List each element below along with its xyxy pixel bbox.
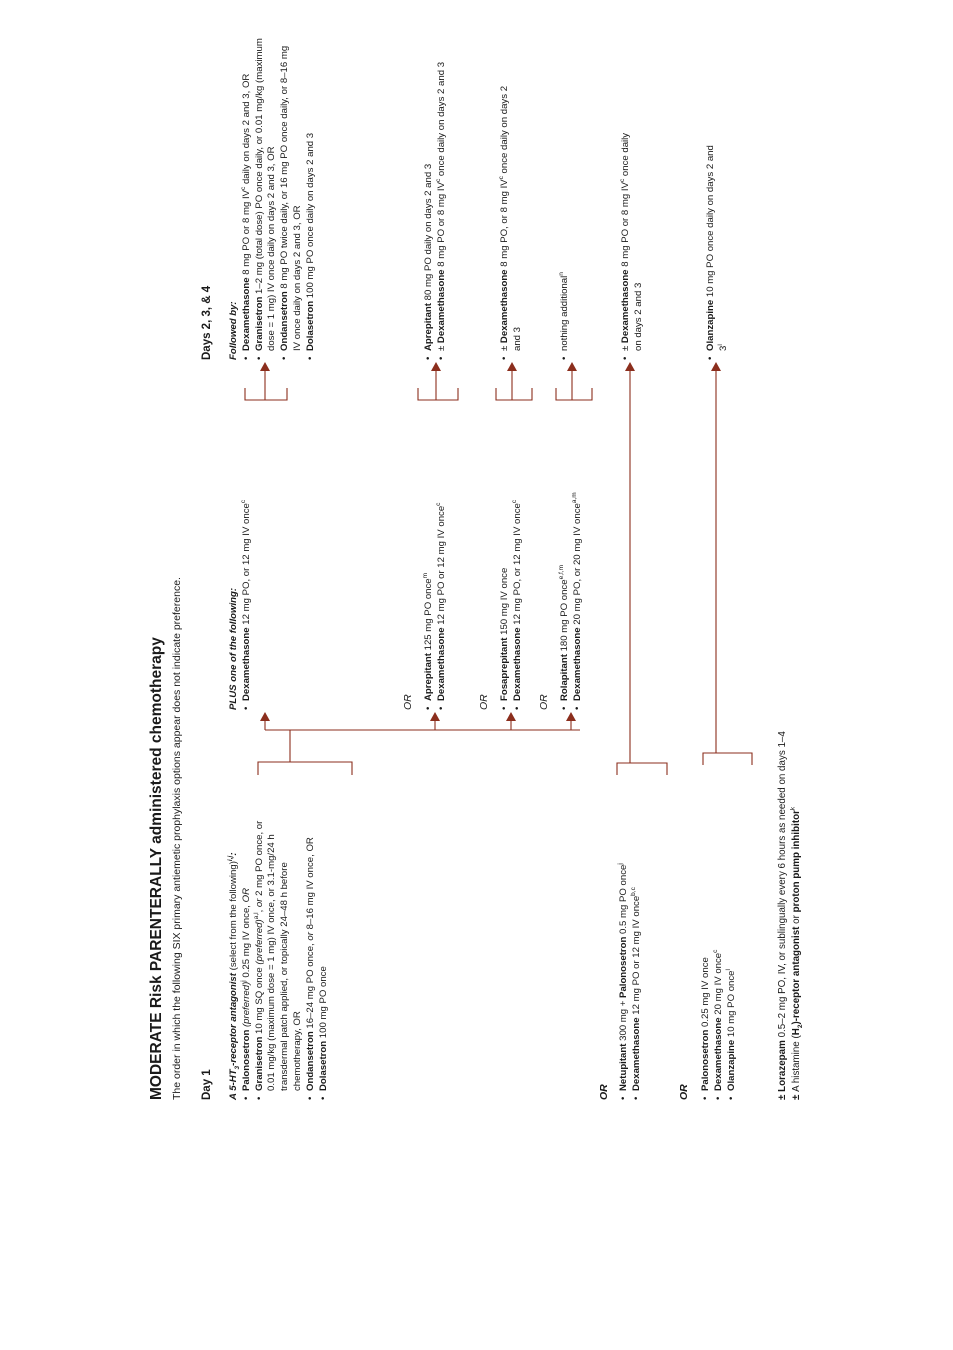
followed-by-header: Followed by: <box>228 301 239 360</box>
list-item: • ± Dexamethasone 8 mg PO, or 8 mg $IV^c$ once daily on days 2 and 3 <box>499 70 525 360</box>
arrowhead <box>430 712 440 721</box>
rolapitant-followup-bracket <box>556 388 592 400</box>
list-item: • Ondansetron 16–24 mg PO once, or 8–16 mg IV once, OR <box>305 800 318 1100</box>
arrowhead <box>431 362 441 371</box>
title-suffix: administered chemotherapy <box>148 637 165 849</box>
arrowhead <box>567 362 577 371</box>
list-item: • Dexamethasone 12 mg PO, or 12 mg IV once$^c$ <box>241 370 254 710</box>
list-item: • Dexamethasone 12 mg PO or 12 mg IV once$^{b,c}$ <box>631 780 644 1100</box>
list-item: • ± Dexamethasone 8 mg PO or 8 mg $IV^c$ once daily on days 2 and 3 <box>436 50 449 360</box>
arrowhead <box>507 362 517 371</box>
aprepitant-followup-bracket <box>418 388 458 400</box>
days234-heading: Days 2, 3, & 4 <box>201 285 213 360</box>
footnote-lorazepam: ± Lorazepam 0.5–2 mg PO, IV, or sublingually every 6 hours as needed on days 1–4 <box>777 731 788 1100</box>
list-item: • Palonosetron 0.25 mg IV once <box>700 780 713 1100</box>
or-label: OR <box>478 694 490 710</box>
list-item: • Olanzapine 10 mg PO once$^l$ <box>726 780 739 1100</box>
or-label: OR <box>402 694 414 710</box>
arrowhead <box>566 712 576 721</box>
title-prefix: MODERATE Risk PARENTERALLY <box>148 848 165 1100</box>
list-item: • Dexamethasone 12 mg PO, or 12 mg IV once$^c$ <box>512 370 525 710</box>
day1-heading: Day 1 <box>201 1069 213 1100</box>
arrowhead <box>260 712 270 721</box>
list-item: • Dexamethasone 20 mg IV once$^c$ <box>713 780 726 1100</box>
list-item: • Dexamethasone 20 mg PO, or 20 mg IV once$^{a,m}$ <box>572 470 585 710</box>
plus-header: PLUS one of the following: <box>228 587 239 710</box>
arrowheads <box>260 362 721 721</box>
list-item: • nothing additional$^n$ <box>559 70 572 360</box>
list-item: • Granisetron 1–2 mg (total dose) PO once daily, or 0.01 mg/kg (maximum dose = 1 mg) IV once daily on days 2 and 3, OR <box>254 35 280 360</box>
list-item: • Netupitant 300 mg + Palonosetron 0.5 mg PO once$^j$ <box>618 780 631 1100</box>
ht3-header: A $5-HT_3$-receptor antagonist (select from the following)$^{i,j}$: <box>226 852 241 1100</box>
list-item: • ± Dexamethasone 8 mg PO or 8 mg $IV^c$ once daily on days 2 and 3 <box>620 120 646 360</box>
footnote-h2-antagonist: ± A histamine $(H_2)$-receptor antagonist or proton pump inhibitor$^k$ <box>789 806 804 1100</box>
arrowhead <box>506 712 516 721</box>
list-item: • Granisetron 10 mg SQ once (preferred)$^{a,l}$, or 2 mg PO once, or 0.01 mg/kg (maximum dose = 1 mg) IV once, or 3.1-mg/24 h transdermal patch applied, or topically 24–48 h before chemotherapy, OR <box>254 800 305 1100</box>
olanzapine-bracket <box>703 753 752 765</box>
list-item: • Olanzapine 10 mg PO once daily on days 2 and 3$^l$ <box>705 145 731 360</box>
page-subtitle: The order in which the following SIX primary antiemetic prophylaxis options appear does not indicate preference. <box>171 577 183 1100</box>
list-item: • Dolasetron 100 mg PO once daily on days 2 and 3 <box>305 35 318 360</box>
list-item: • Rolapitant 180 mg PO once$^{e,f,m}$ <box>559 470 572 710</box>
netupitant-bracket <box>617 763 667 775</box>
ht3-bracket <box>258 762 352 775</box>
or-label: OR <box>538 694 550 710</box>
plus-followup-bracket <box>245 388 287 400</box>
list-item: • Ondansetron 8 mg PO twice daily, or 16 mg PO once daily, or 8–16 mg IV once daily on days 2 and 3, OR <box>279 35 305 360</box>
list-item: • Aprepitant 80 mg PO daily on days 2 and 3 <box>423 50 436 360</box>
fosaprepitant-followup-bracket <box>496 388 532 400</box>
list-item: • Dolasetron 100 mg PO once <box>318 800 331 1100</box>
arrowhead <box>625 362 635 371</box>
list-item: • Dexamethasone 8 mg PO or 8 mg $IV^c$ daily on days 2 and 3, OR <box>241 35 254 360</box>
list-item: • Fosaprepitant 150 mg IV once <box>499 370 512 710</box>
arrowhead <box>711 362 721 371</box>
or-label: OR <box>598 1084 610 1100</box>
or-label: OR <box>678 1084 690 1100</box>
list-item: • Palonosetron (preferred)$^j$ 0.25 mg IV once, OR <box>241 800 254 1100</box>
list-item: • Dexamethasone 12 mg PO or 12 mg IV once$^c$ <box>436 370 449 710</box>
arrowhead <box>260 362 270 371</box>
list-item: • Aprepitant 125 mg PO once$^m$ <box>423 370 436 710</box>
